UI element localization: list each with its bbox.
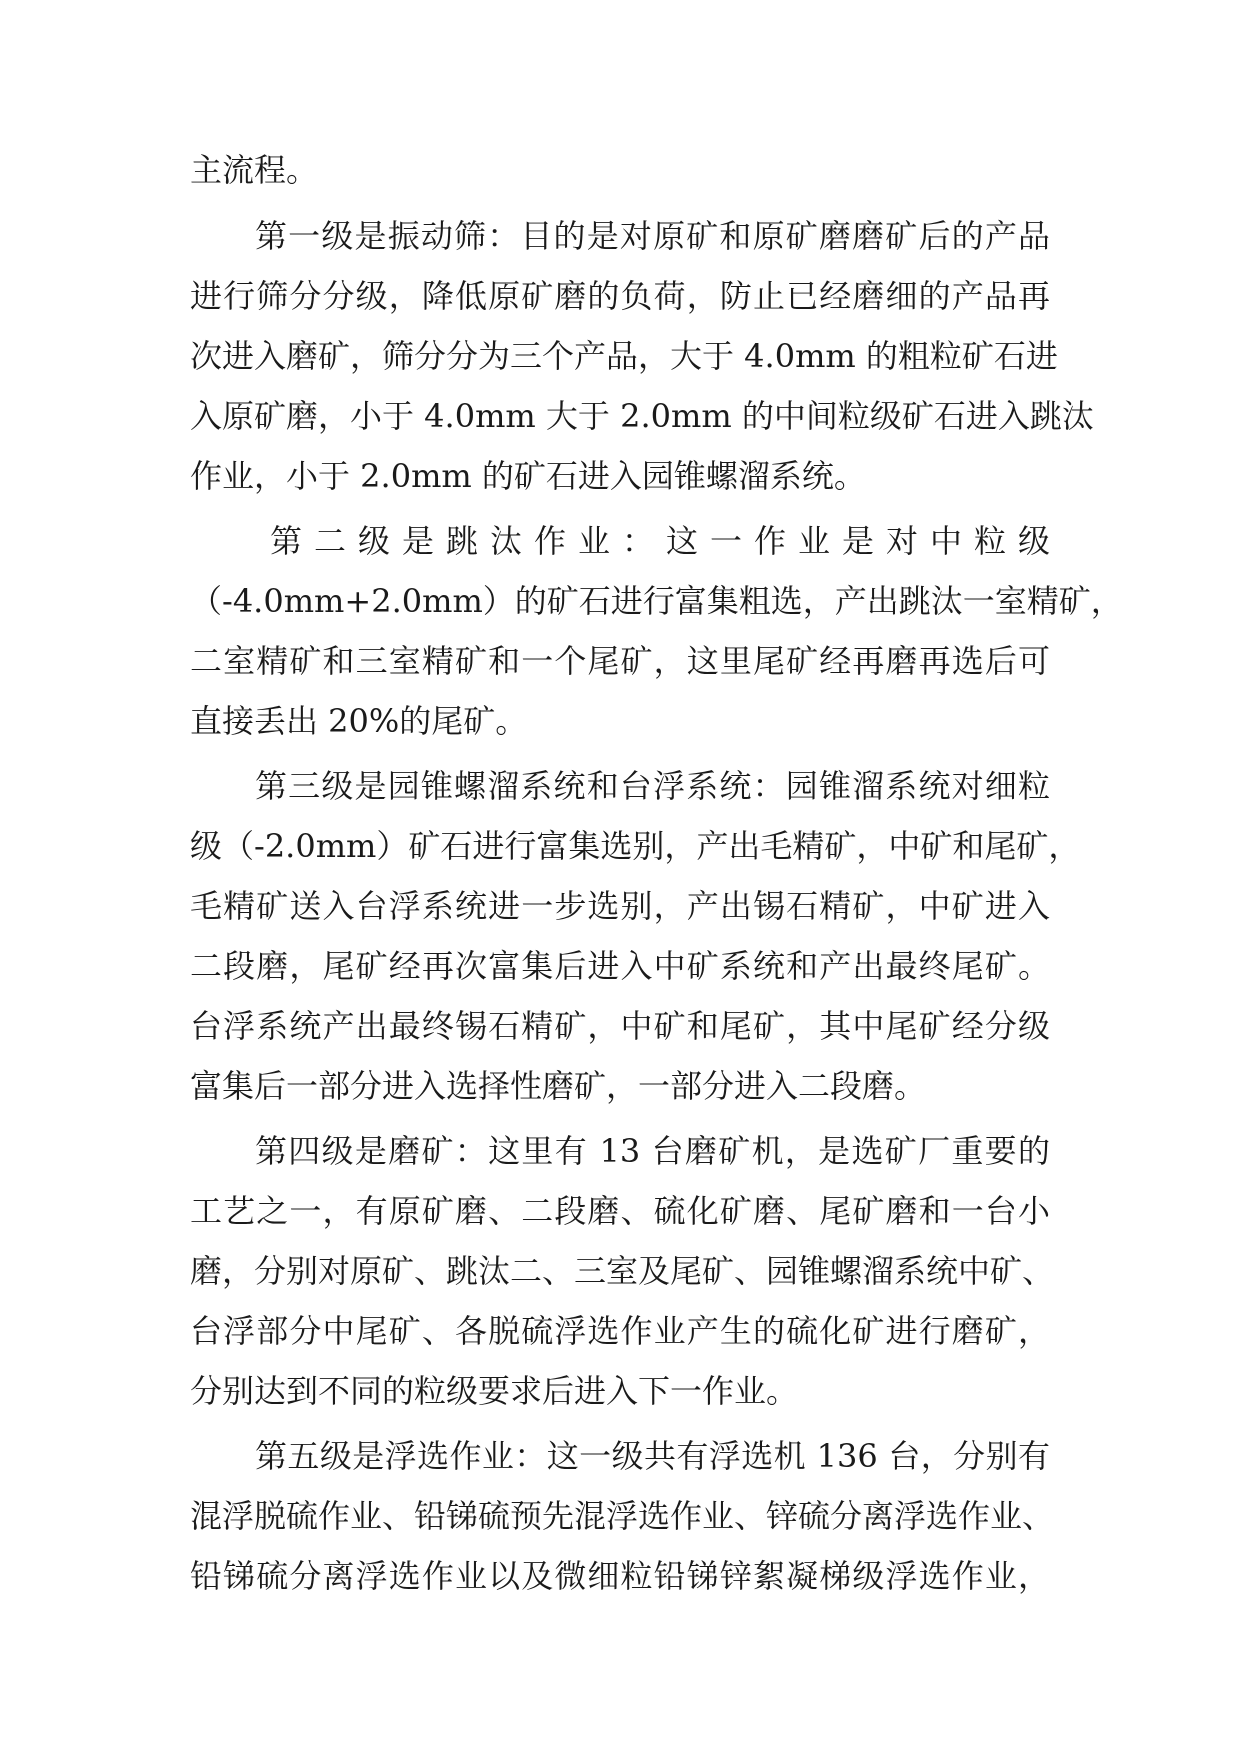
paragraph-first-line: 第二级是跳汰作业：这一作业是对中粒级: [270, 522, 1050, 560]
text-line: （-4.0mm+2.0mm）的矿石进行富集粗选，产出跳汰一室精矿，: [190, 582, 1123, 620]
text-line: 铅锑硫分离浮选作业以及微细粒铅锑锌絮凝梯级浮选作业，: [190, 1557, 1050, 1595]
text-line: 台浮部分中尾矿、各脱硫浮选作业产生的硫化矿进行磨矿，: [190, 1312, 1050, 1350]
text-line: 工艺之一，有原矿磨、二段磨、硫化矿磨、尾矿磨和一台小: [190, 1192, 1050, 1230]
paragraph-first-line: 第一级是振动筛：目的是对原矿和原矿磨磨矿后的产品: [255, 217, 1050, 255]
text-line: 毛精矿送入台浮系统进一步选别，产出锡石精矿，中矿进入: [190, 887, 1050, 925]
text-line: 分别达到不同的粒级要求后进入下一作业。: [190, 1372, 799, 1410]
text-line: 二室精矿和三室精矿和一个尾矿，这里尾矿经再磨再选后可: [190, 642, 1050, 680]
paragraph-first-line: 第三级是园锥螺溜系统和台浮系统：园锥溜系统对细粒: [255, 767, 1050, 805]
text-line: 二段磨，尾矿经再次富集后进入中矿系统和产出最终尾矿。: [190, 947, 1050, 985]
paragraph-first-line: 第四级是磨矿：这里有 13 台磨矿机，是选矿厂重要的: [255, 1132, 1050, 1170]
text-line: 次进入磨矿，筛分分为三个产品，大于 4.0mm 的粗粒矿石进: [190, 337, 1058, 375]
text-line: 进行筛分分级，降低原矿磨的负荷，防止已经磨细的产品再: [190, 277, 1050, 315]
text-line: 混浮脱硫作业、铅锑硫预先混浮选作业、锌硫分离浮选作业、: [190, 1497, 1055, 1535]
text-line: 直接丢出 20%的尾矿。: [190, 702, 528, 740]
text-line: 磨，分别对原矿、跳汰二、三室及尾矿、园锥螺溜系统中矿、: [190, 1252, 1055, 1290]
text-line: 主流程。: [190, 151, 319, 189]
paragraph-first-line: 第五级是浮选作业：这一级共有浮选机 136 台，分别有: [255, 1437, 1050, 1475]
text-line: 级（-2.0mm）矿石进行富集选别，产出毛精矿，中矿和尾矿，: [190, 827, 1081, 865]
text-line: 台浮系统产出最终锡石精矿，中矿和尾矿，其中尾矿经分级: [190, 1007, 1050, 1045]
text-line: 作业，小于 2.0mm 的矿石进入园锥螺溜系统。: [190, 457, 866, 495]
text-line: 富集后一部分进入选择性磨矿，一部分进入二段磨。: [190, 1067, 927, 1105]
text-line: 入原矿磨，小于 4.0mm 大于 2.0mm 的中间粒级矿石进入跳汰: [190, 397, 1094, 435]
